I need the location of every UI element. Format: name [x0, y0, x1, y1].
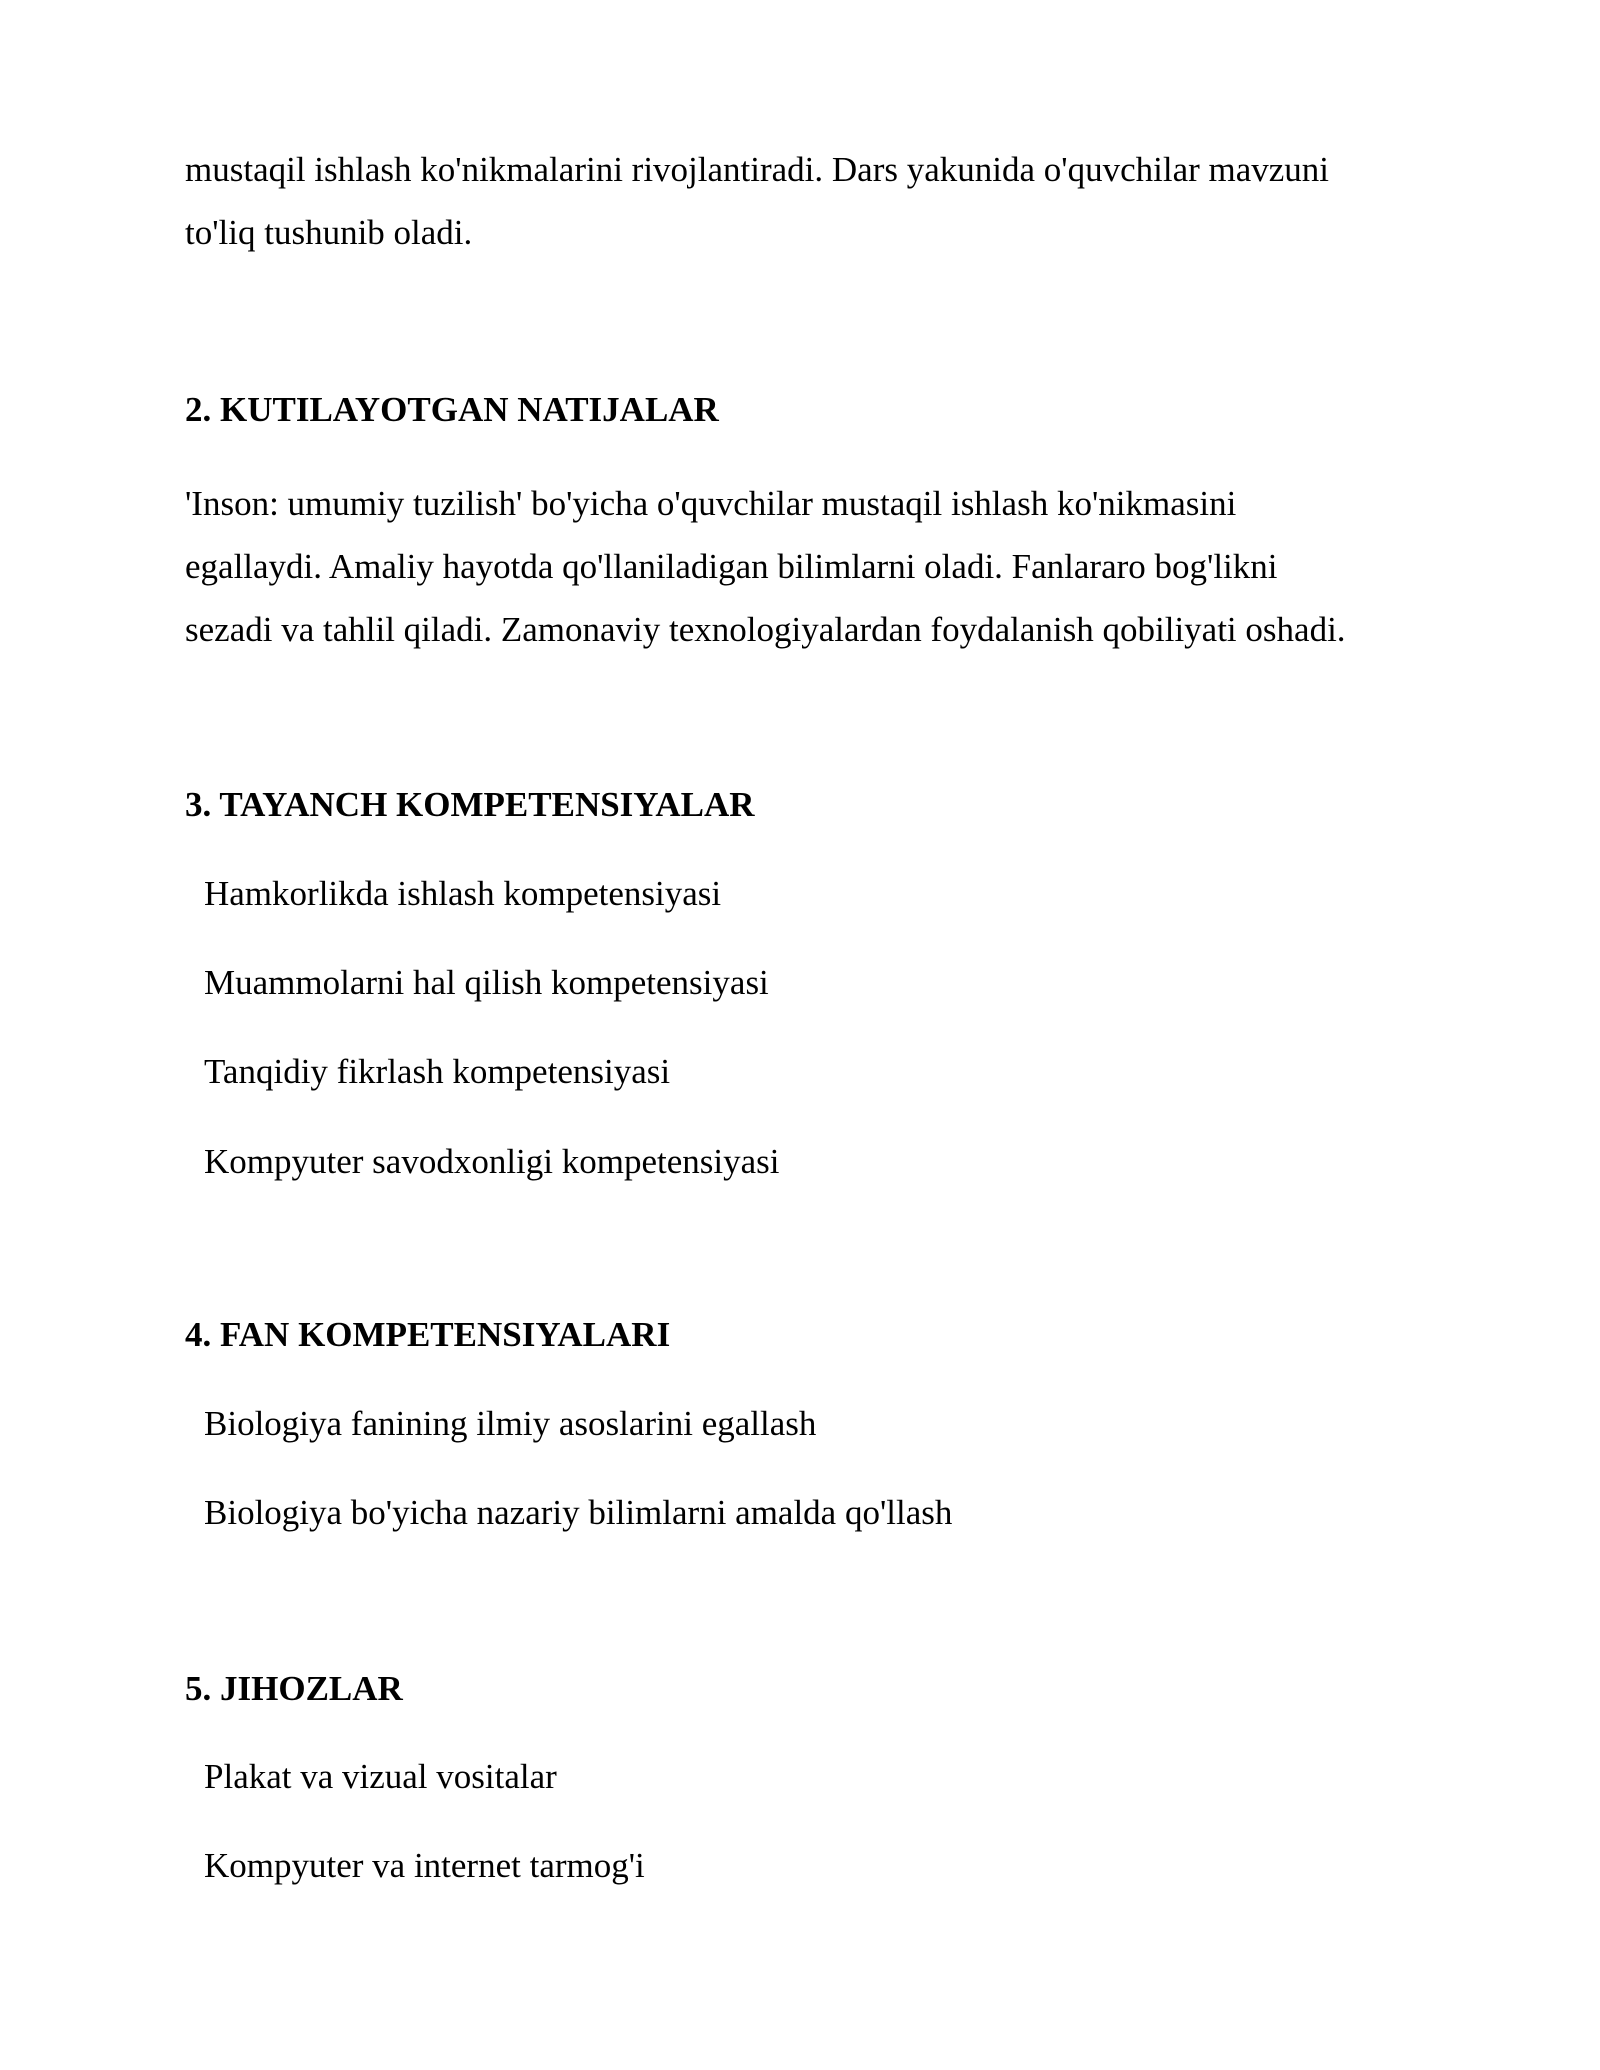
natijalar-paragraph: [185, 472, 1435, 661]
paragraph-line: 'Inson: umumiy tuzilish' bo'yicha o'quvchilar mustaqil ishlash ko'nikmasini: [185, 484, 1237, 523]
list-item: Biologiya bo'yicha nazariy bilimlarni amalda qo'llash: [204, 1493, 953, 1532]
paragraph-line: sezadi va tahlil qiladi. Zamonaviy texnologiyalardan foydalanish qobiliyati oshadi.: [185, 610, 1346, 649]
section-heading-tayanch-kompetensiyalar: 3. TAYANCH KOMPETENSIYALAR: [185, 785, 755, 824]
list-item: Tanqidiy fikrlash kompetensiyasi: [204, 1052, 671, 1091]
section-heading-fan-kompetensiyalari: 4. FAN KOMPETENSIYALARI: [185, 1315, 671, 1354]
intro-paragraph: [185, 138, 1435, 264]
section-heading-jihozlar: 5. JIHOZLAR: [185, 1669, 403, 1708]
list-item: Hamkorlikda ishlash kompetensiyasi: [204, 874, 722, 913]
list-item: Kompyuter savodxonligi kompetensiyasi: [204, 1142, 780, 1181]
paragraph-line: to'liq tushunib oladi.: [185, 213, 473, 252]
paragraph-line: egallaydi. Amaliy hayotda qo'llaniladigan bilimlarni oladi. Fanlararo bog'likni: [185, 547, 1278, 586]
list-item: Plakat va vizual vositalar: [204, 1757, 557, 1796]
list-item: Kompyuter va internet tarmog'i: [204, 1846, 645, 1885]
list-item: Biologiya fanining ilmiy asoslarini egallash: [204, 1404, 817, 1443]
paragraph-line: mustaqil ishlash ko'nikmalarini rivojlantiradi. Dars yakunida o'quvchilar mavzuni: [185, 150, 1330, 189]
list-item: Muammolarni hal qilish kompetensiyasi: [204, 963, 769, 1002]
section-heading-kutilayotgan-natijalar: 2. KUTILAYOTGAN NATIJALAR: [185, 390, 719, 429]
